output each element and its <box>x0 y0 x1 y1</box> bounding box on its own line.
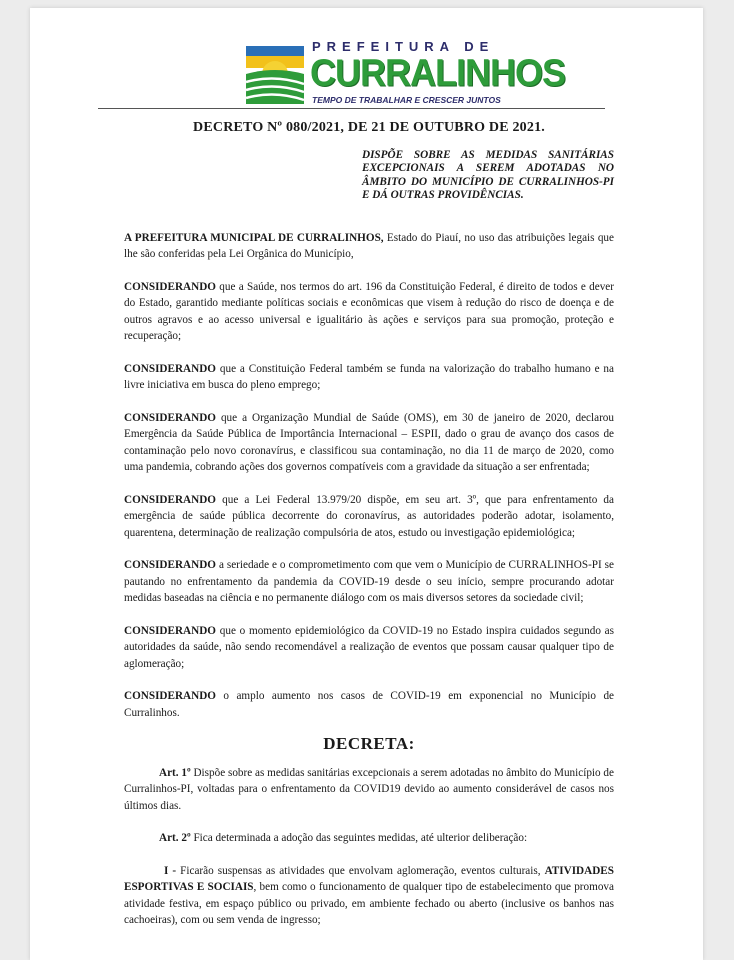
considerando-paragraph <box>124 410 614 476</box>
article-2-text: Fica determinada a adoção das seguintes medidas, até ulterior deliberação: <box>190 832 528 844</box>
considerando-paragraph <box>124 492 614 542</box>
considerando-label: CONSIDERANDO <box>124 411 216 424</box>
inciso-1-emphasis: ATIVIDADES ESPORTIVAS E SOCIAIS <box>124 864 614 893</box>
article-1 <box>124 765 614 815</box>
considerando-label: CONSIDERANDO <box>124 493 216 506</box>
article-1-label: Art. 1º <box>159 766 191 779</box>
preamble-paragraph <box>124 230 614 263</box>
preamble-text: Estado do Piauí, no uso das atribuições legais que lhe são conferidas pela Lei Orgânica do Município, <box>124 231 614 260</box>
considerando-paragraph <box>124 361 614 394</box>
municipality-logo-icon <box>244 44 306 106</box>
inciso-1 <box>124 863 614 929</box>
considerando-label: CONSIDERANDO <box>124 624 216 637</box>
considerando-text: a seriedade e o comprometimento com que vem o Município de CURRALINHOS-PI se pautando no enfrentamento da pandemia da COVID-19 desde o seu início, sempre procurando adotar medidas baseadas na ciência e no permanente diálogo com os mais diversos setores da sociedade civil; <box>124 559 614 604</box>
considerando-text: que a Lei Federal 13.979/20 dispõe, em seu art. 3º, que para enfrentamento da emergência de saúde pública decorrente do coronavírus, as autoridades poderão adotar, isolamento, quarentena, determinação de realização compulsória de atos, estudo ou investigação epidemiológica; <box>124 493 614 539</box>
considerando-text: o amplo aumento nos casos de COVID-19 em exponencial no Município de Curralinhos. <box>124 690 614 719</box>
considerando-paragraph <box>124 279 614 345</box>
logo-slogan: TEMPO DE TRABALHAR E CRESCER JUNTOS <box>312 95 501 105</box>
considerando-text: que a Organização Mundial de Saúde (OMS), em 30 de janeiro de 2020, declarou Emergência da Saúde Pública de Importância Internacional – ESPII, dado o grau de avanço dos casos de contaminação pelo novo coronavírus, e classificou sua contaminação, no dia 11 de março de 2020, como uma pandemia, cobrando ações dos governos compatíveis com a gravidade da situação a ser enfrentada; <box>124 411 614 473</box>
logo-prefeitura-text: PREFEITURA DE <box>312 39 495 54</box>
article-2-label: Art. 2º <box>159 832 191 844</box>
decree-ementa: DISPÕE SOBRE AS MEDIDAS SANITÁRIAS EXCEPCIONAIS A SEREM ADOTADAS NO ÂMBITO DO MUNICÍPIO DE CURRALINHOS-PI E DÁ OUTRAS PROVIDÊNCIAS. <box>362 148 614 201</box>
letterhead <box>30 34 703 114</box>
document-page <box>30 8 703 960</box>
considerando-label: CONSIDERANDO <box>124 362 216 375</box>
considerando-text: que o momento epidemiológico da COVID-19 no Estado inspira cuidados segundo as autoridades da saúde, não sendo recomendável a realização de eventos que possam causar qualquer tipo de aglomeração; <box>124 624 614 670</box>
preamble-bold: A PREFEITURA MUNICIPAL DE CURRALINHOS, <box>124 231 384 244</box>
decree-title: DECRETO Nº 080/2021, DE 21 DE OUTUBRO DE 2021. <box>193 120 545 135</box>
inciso-1-text-b: , bem como o funcionamento de qualquer tipo de estabelecimento que promova atividade festiva, em espaço público ou privado, em ambiente fechado ou aberto (inclusive os banhos nas cachoeiras), com ou sem venda de ingresso; <box>124 881 614 926</box>
header-divider <box>98 108 605 109</box>
considerando-paragraph <box>124 557 614 607</box>
inciso-1-text-a: Ficarão suspensas as atividades que envolvam aglomeração, eventos culturais, <box>176 864 545 877</box>
considerando-text: que a Saúde, nos termos do art. 196 da Constituição Federal, é direito de todos e dever do Estado, garantido mediante políticas sociais e econômicas que visem à redução do risco de doença e de outros agravos e ao acesso universal e igualitário às ações e serviços para sua promoção, proteção e recuperação; <box>124 280 614 342</box>
considerando-text: que a Constituição Federal também se funda na valorização do trabalho humano e na livre iniciativa em busca do pleno emprego; <box>124 362 614 391</box>
decreta-heading: DECRETA: <box>323 734 415 753</box>
inciso-1-label: I - <box>164 864 177 877</box>
logo-city-name: CURRALINHOS <box>310 50 565 94</box>
article-2 <box>124 830 614 847</box>
considerando-label: CONSIDERANDO <box>124 690 216 702</box>
considerando-paragraph <box>124 623 614 673</box>
article-1-text: Dispõe sobre as medidas sanitárias excepcionais a serem adotadas no âmbito do Município de Curralinhos-PI, voltadas para o enfrentamento da COVID19 devido ao aumento considerável de casos nos últimos dias. <box>124 766 614 812</box>
considerando-label: CONSIDERANDO <box>124 280 216 293</box>
considerando-label: CONSIDERANDO <box>124 559 216 571</box>
document-body <box>124 120 614 945</box>
considerando-paragraph <box>124 688 614 721</box>
